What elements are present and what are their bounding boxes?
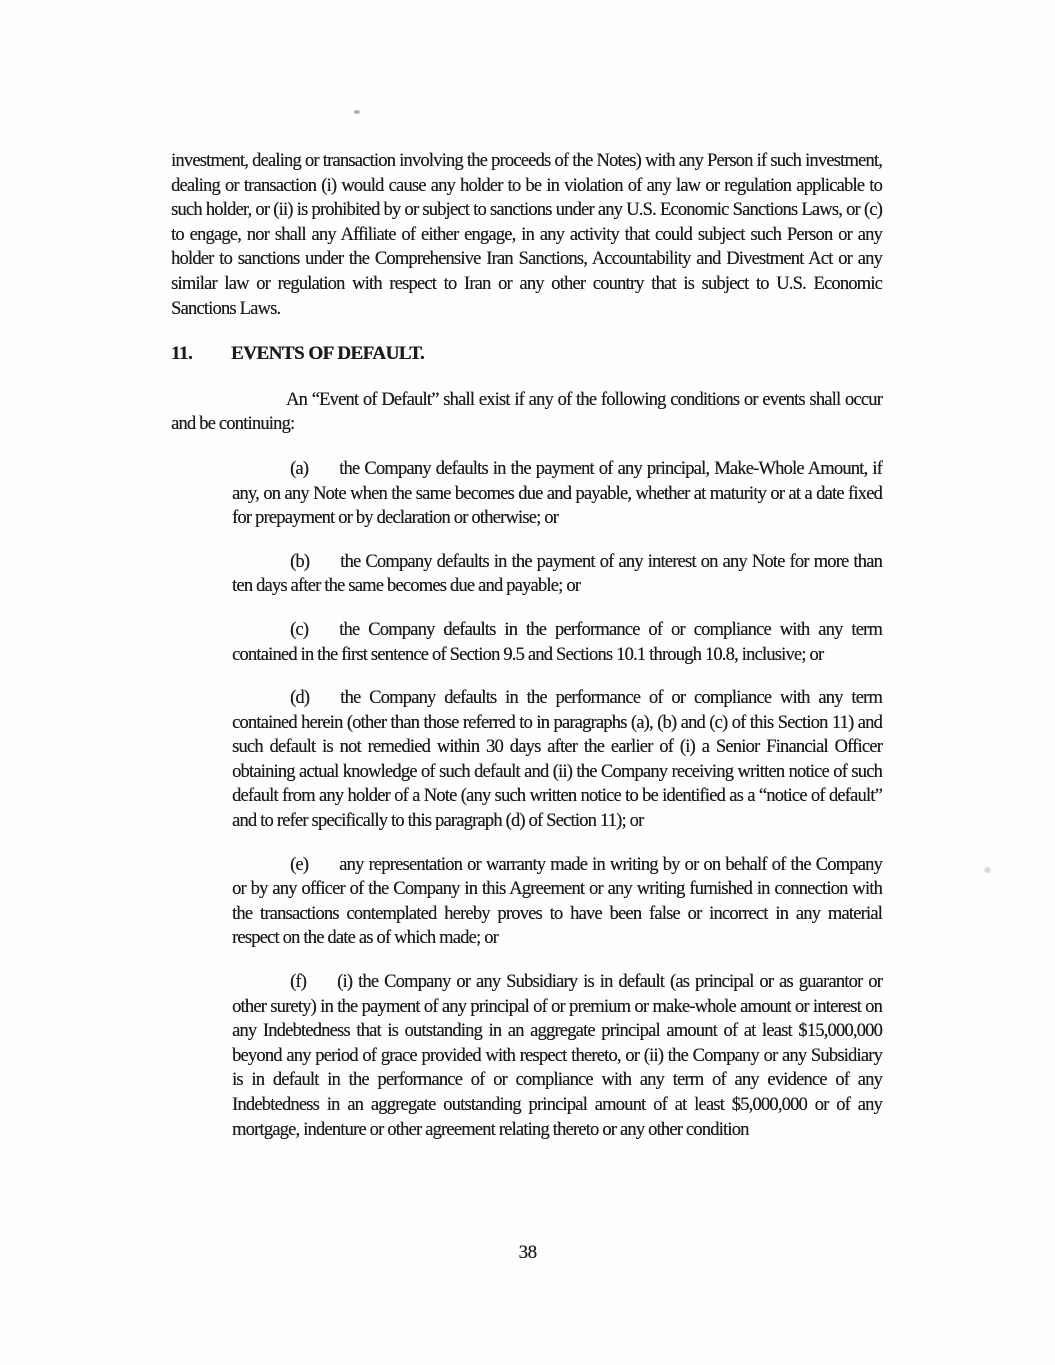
clause-d-label: (d): [290, 688, 310, 709]
scan-artifact: [984, 867, 991, 873]
clause-f-label: (f): [290, 972, 307, 993]
clause-c-label: (c): [290, 619, 309, 640]
continuation-paragraph: investment, dealing or transaction involving the proceeds of the Notes) with any Person if such investment, dealing or transaction (i) would cause any holder to be in violation of any law or regulation applicable to such holder, or (ii) is prohibited by or subject to sanctions under any U.S. Economic Sanctions Laws, or (c) to engage, nor shall any Affiliate of either engage, in any activity that could subject such Person or any holder to sanctions under the Comprehensive Iran Sanctions, Accountability and Divestment Act or any similar law or regulation with respect to Iran or any other country that is subject to U.S. Economic Sanctions Laws.: [171, 151, 882, 319]
clause-e: [232, 853, 882, 951]
clause-e-text: any representation or warranty made in writing by or on behalf of the Company or by any officer of the Company in this Agreement or any writing furnished in connection with the transactions contemplated hereby proves to have been false or incorrect in any material respect on the date as of which made; or: [232, 854, 882, 949]
text-block: [171, 149, 882, 1161]
clause-f: [232, 970, 882, 1142]
page-number: 38: [518, 1242, 537, 1263]
scan-artifact: [354, 110, 360, 114]
clause-d: [232, 686, 882, 834]
section-heading: [171, 342, 882, 367]
clause-b-text: the Company defaults in the payment of any interest on any Note for more than ten days after the same becomes due and payable; or: [232, 551, 882, 597]
intro-paragraph: An “Event of Default” shall exist if any of the following conditions or events shall occur and be continuing:: [171, 389, 882, 435]
section-title: EVENTS OF DEFAULT.: [231, 343, 425, 365]
clause-a-label: (a): [290, 458, 309, 479]
clause-b-label: (b): [290, 551, 310, 572]
clause-c-text: the Company defaults in the performance of or compliance with any term contained in the first sentence of Section 9.5 and Sections 10.1 through 10.8, inclusive; or: [232, 619, 882, 665]
clause-a-text: the Company defaults in the payment of any principal, Make-Whole Amount, if any, on any Note when the same becomes due and payable, whether at maturity or at a date fixed for prepayment or by declaration or otherwise; or: [232, 458, 882, 529]
clause-d-text: the Company defaults in the performance of or compliance with any term contained herein (other than those referred to in paragraphs (a), (b) and (c) of this Section 11) and such default is not remedied within 30 days after the earlier of (i) a Senior Financial Officer obtaining actual knowledge of such default and (ii) the Company receiving written notice of such default from any holder of a Note (any such written notice to be identified as a “notice of default” and to refer specifically to this paragraph (d) of Section 11); or: [232, 688, 882, 832]
clause-a: [232, 457, 882, 531]
clause-c: [232, 618, 882, 667]
clause-f-text: (i) the Company or any Subsidiary is in default (as principal or as guarantor or other surety) in the payment of any principal of or premium or make-whole amount or interest on any Indebtedness that is outstanding in an aggregate principal amount of at least $15,000,000 beyond any period of grace provided with respect thereto, or (ii) the Company or any Subsidiary is in default in the performance of or compliance with any term of any evidence of any Indebtedness in an aggregate outstanding principal amount of at least $5,000,000 or of any mortgage, indenture or other agreement relating thereto or any other condition: [232, 972, 882, 1140]
section-number: 11.: [171, 343, 193, 365]
clause-b: [232, 550, 882, 599]
clause-e-label: (e): [290, 854, 309, 875]
